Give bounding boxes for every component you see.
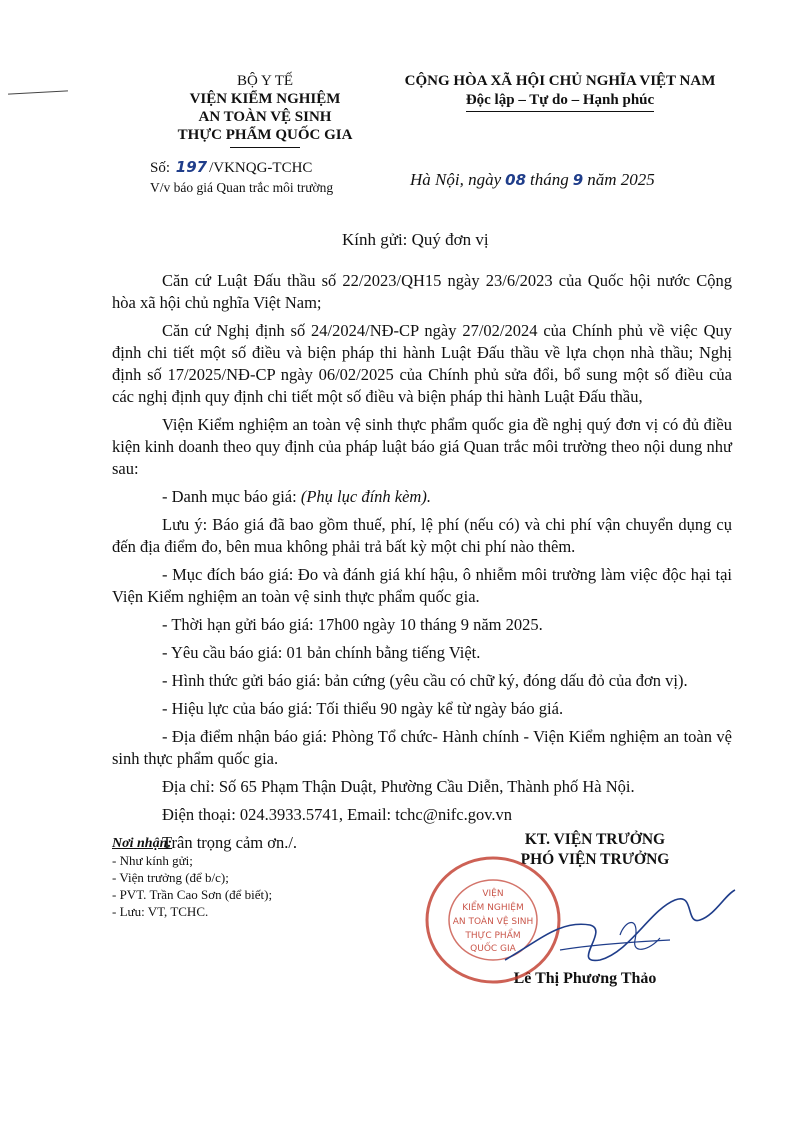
scan-line [8, 90, 68, 94]
contact-line: Điện thoại: 024.3933.5741, Email: tchc@nifc.gov.vn [162, 805, 513, 824]
institute-name-line-3: THỰC PHẨM QUỐC GIA [177, 127, 353, 143]
stamp-line-1: VIỆN [482, 889, 504, 899]
stamp-line-5: QUỐC GIA [470, 944, 516, 954]
greeting: Kính gửi: Quý đơn vị [342, 230, 489, 249]
letter-body [112, 270, 732, 854]
handwritten-signature [500, 880, 740, 990]
list-item-validity: - Hiệu lực của báo giá: Tối thiểu 90 ngày kể từ ngày báo giá. [162, 699, 564, 718]
catalog-label: - Danh mục báo giá: [162, 487, 301, 506]
recipients-title: Nơi nhận: [112, 836, 173, 851]
national-header [360, 72, 760, 112]
signer-title-1: KT. VIỆN TRƯỞNG [524, 831, 666, 848]
date-year: năm 2025 [587, 170, 655, 189]
list-item-form: - Hình thức gửi báo giá: bản cứng (yêu cầu có chữ ký, đóng dấu đỏ của đơn vị). [162, 671, 688, 690]
closing-thanks: Trân trọng cảm ơn./. [162, 833, 298, 852]
national-motto: Độc lập – Tự do – Hạnh phúc [466, 90, 654, 112]
date-month: 9 [572, 171, 584, 189]
recipient-item: - Lưu: VT, TCHC. [112, 904, 209, 919]
address-line: Địa chỉ: Số 65 Phạm Thận Duật, Phường Cầu Diễn, Thành phố Hà Nội. [162, 777, 635, 796]
institute-name-line-2: AN TOÀN VỆ SINH [198, 109, 332, 125]
paragraph-legal-basis-2: Căn cứ Nghị định số 24/2024/NĐ-CP ngày 27/02/2024 của Chính phủ về việc Quy định chi tiết một số điều và biện pháp thi hành Luật Đấu thầu về lựa chọn nhà thầu; Nghị định số 17/2025/NĐ-CP ngày 06/02/2025 của Chính phủ sửa đổi, bổ sung một số điều của các nghị định quy định chi tiết một số điều và biện pháp thi hành Luật Đấu thầu, [112, 321, 732, 406]
doc-number-handwritten: 197 [175, 158, 208, 176]
issuer-header [150, 72, 380, 148]
institute-name-line-1: VIỆN KIỂM NGHIỆM [189, 91, 341, 107]
catalog-appendix: (Phụ lục đính kèm). [300, 487, 431, 506]
doc-number-prefix: Số: [150, 160, 171, 176]
stamp-line-4: THỰC PHẨM [465, 931, 521, 941]
recipients-block [112, 835, 272, 920]
signer-name: Lê Thị Phương Thảo [513, 970, 657, 987]
doc-number-suffix: /VKNQG-TCHC [209, 160, 313, 176]
date-prefix: Hà Nội, ngày [410, 170, 502, 189]
list-item-place: - Địa điểm nhận báo giá: Phòng Tổ chức- Hành chính - Viện Kiểm nghiệm an toàn vệ sinh thực phẩm quốc gia. [112, 727, 732, 768]
stamp-line-2: KIỂM NGHIỆM [462, 903, 524, 913]
list-item-catalog [112, 486, 732, 508]
paragraph-request: Viện Kiểm nghiệm an toàn vệ sinh thực phẩm quốc gia đề nghị quý đơn vị có đủ điều kiện kinh doanh theo quy định của pháp luật báo giá Quan trắc môi trường theo nội dung như sau: [112, 415, 732, 478]
stamp-line-3: AN TOÀN VỆ SINH [452, 917, 534, 927]
ministry-name: BỘ Y TẾ [236, 73, 294, 89]
paragraph-legal-basis-1: Căn cứ Luật Đấu thầu số 22/2023/QH15 ngày 23/6/2023 của Quốc hội nước Cộng hòa xã hội chủ nghĩa Việt Nam; [112, 271, 732, 312]
recipient-item: - PVT. Trần Cao Sơn (để biết); [112, 887, 273, 902]
list-item-deadline: - Thời hạn gửi báo giá: 17h00 ngày 10 tháng 9 năm 2025. [162, 615, 543, 634]
date-day: 08 [505, 171, 527, 189]
header-underline [230, 147, 300, 148]
country-name: CỘNG HÒA XÃ HỘI CHỦ NGHĨA VIỆT NAM [404, 73, 716, 89]
note-paragraph: Lưu ý: Báo giá đã bao gồm thuế, phí, lệ phí (nếu có) và chi phí vận chuyển dụng cụ đến địa điểm đo, bên mua không phải trả bất kỳ một chi phí nào thêm. [112, 515, 732, 556]
date-month-label: tháng [530, 170, 569, 189]
list-item-purpose: - Mục đích báo giá: Đo và đánh giá khí hậu, ô nhiễm môi trường làm việc độc hại tại Viện Kiểm nghiệm an toàn vệ sinh thực phẩm quốc gia. [112, 565, 732, 606]
signer-title-2: PHÓ VIỆN TRƯỞNG [520, 851, 670, 868]
recipient-item: - Như kính gửi; [112, 853, 193, 868]
recipient-item: - Viện trưởng (để b/c); [112, 870, 229, 885]
list-item-requirement: - Yêu cầu báo giá: 01 bản chính bằng tiếng Việt. [162, 643, 481, 662]
document-date [410, 170, 655, 190]
document-number [150, 158, 312, 177]
document-subject: V/v báo giá Quan trắc môi trường [150, 180, 334, 195]
